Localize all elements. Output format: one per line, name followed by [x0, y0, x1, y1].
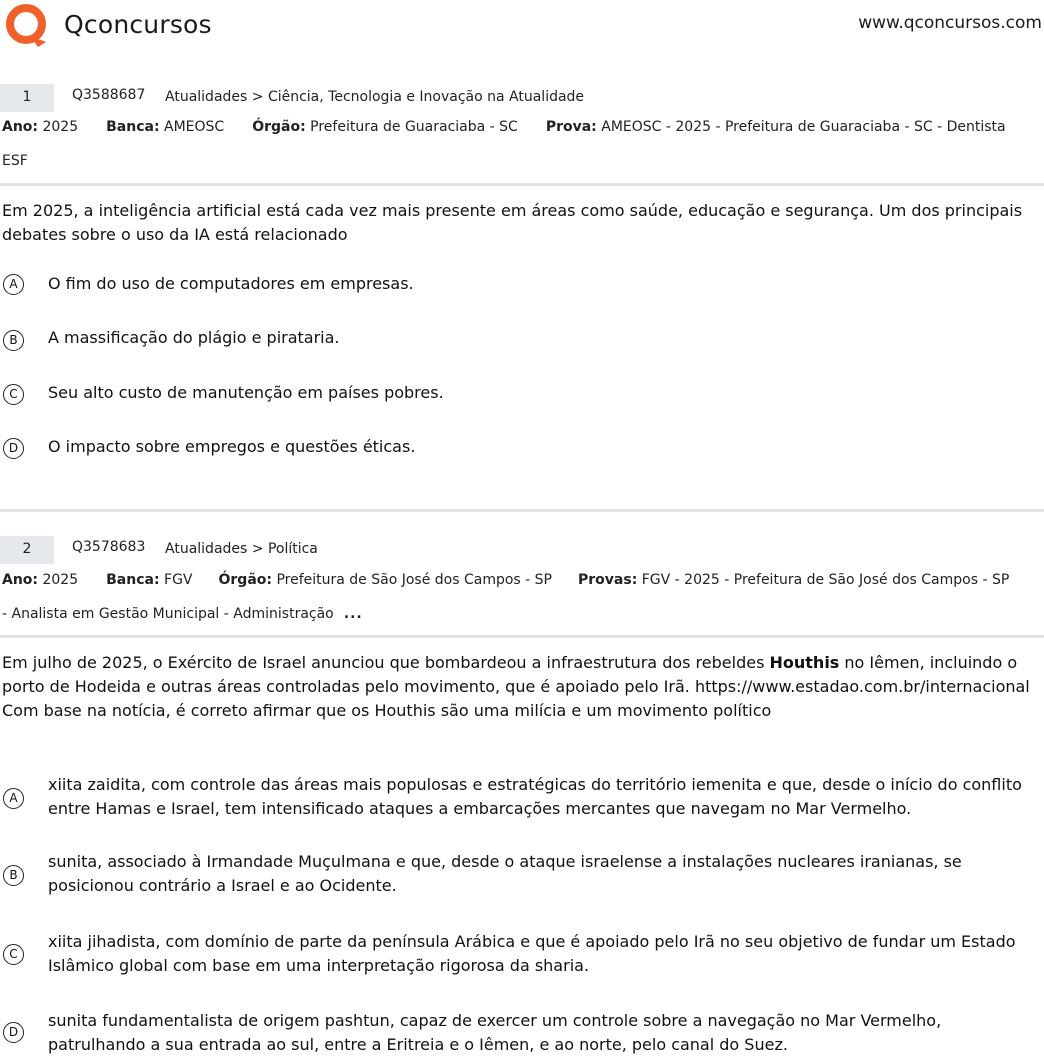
question-statement: Em 2025, a inteligência artificial está cada vez mais presente em áreas como saúde, educação e segurança. Um dos principais debates sobre o uso da IA está relacionado — [2, 201, 1023, 244]
banca-label: Banca: — [106, 119, 160, 135]
question-separator — [0, 509, 1044, 512]
question-id[interactable]: Q3578683 — [72, 539, 146, 555]
statement-text: no Iêmen, incluindo o porto de Hodeida e outras áreas controladas pelo movimento, que é apoiado pelo Irã. https://www.estadao.com.br/internacional Com base na notícia, é correto afirmar que os Houthis são uma milícia e um movimento político — [2, 653, 1030, 720]
question-number: 1 — [0, 84, 54, 112]
banca-value: FGV — [164, 572, 193, 588]
site-url[interactable]: www.qconcursos.com — [858, 13, 1042, 33]
option-text: Seu alto custo de manutenção em países pobres. — [48, 383, 444, 402]
statement-text: Em julho de 2025, o Exército de Israel anunciou que bombardeou a infraestrutura dos rebeldes — [2, 653, 770, 672]
prova-value: AMEOSC - 2025 - Prefeitura de Guaraciaba - SC - Dentista — [601, 119, 1006, 135]
option-letter-badge[interactable]: B — [3, 865, 24, 886]
question-statement — [2, 651, 1032, 723]
prova-label: Provas: — [578, 572, 638, 588]
option-letter-badge[interactable]: A — [3, 274, 24, 295]
prova-label: Prova: — [545, 119, 597, 135]
page-header — [0, 0, 1044, 56]
prova-value-continued: - Analista em Gestão Municipal - Administração — [2, 606, 334, 622]
option-text: A massificação do plágio e pirataria. — [48, 328, 340, 347]
orgao-label: Órgão: — [252, 119, 306, 135]
question-id[interactable]: Q3588687 — [72, 87, 146, 103]
divider — [0, 635, 1044, 638]
option-letter-badge[interactable]: A — [3, 788, 24, 809]
divider — [0, 183, 1044, 186]
statement-bold-term: Houthis — [769, 653, 840, 672]
prova-continued — [2, 606, 363, 622]
orgao-value: Prefeitura de Guaraciaba - SC — [310, 119, 518, 135]
option-text: O impacto sobre empregos e questões éticas. — [48, 437, 416, 456]
question-subject[interactable]: Atualidades > Política — [165, 541, 318, 557]
question-meta — [2, 572, 1009, 588]
qconcursos-logo-icon — [2, 2, 50, 50]
option-letter-badge[interactable]: D — [3, 438, 24, 459]
banca-value: AMEOSC — [164, 119, 225, 135]
option-letter-badge[interactable]: C — [3, 384, 24, 405]
option-letter-badge[interactable]: B — [3, 330, 24, 351]
prova-value: FGV - 2025 - Prefeitura de São José dos Campos - SP — [641, 572, 1010, 588]
ano-value: 2025 — [42, 119, 79, 135]
brand-name[interactable]: Qconcursos — [64, 10, 212, 39]
question-subject[interactable]: Atualidades > Ciência, Tecnologia e Inovação na Atualidade — [165, 89, 585, 105]
option-text: sunita, associado à Irmandade Muçulmana e que, desde o ataque israelense a instalações nucleares iranianas, se posicionou contrário a Israel e ao Ocidente. — [48, 852, 962, 895]
question-number: 2 — [0, 536, 54, 564]
option-text: xiita jihadista, com domínio de parte da península Arábica e que é apoiado pelo Irã no seu objetivo de fundar um Estado Islâmico global com base em uma interpretação rigorosa da sharia. — [48, 932, 1016, 975]
more-provas-button[interactable]: ... — [343, 606, 363, 622]
option-text: xiita zaidita, com controle das áreas mais populosas e estratégicas do território iemenita e que, desde o início do conflito entre Hamas e Israel, tem intensificado ataques a embarcações mercantes que navegam no Mar Vermelho. — [48, 775, 1022, 818]
option-text: sunita fundamentalista de origem pashtun, capaz de exercer um controle sobre a navegação no Mar Vermelho, patrulhando a sua entrada ao sul, entre a Eritreia e o Iêmen, e ao norte, pelo canal do Suez. — [48, 1011, 942, 1054]
question-header — [0, 536, 1044, 564]
question-meta — [2, 119, 1006, 135]
prova-continued: ESF — [2, 153, 28, 169]
banca-label: Banca: — [106, 572, 160, 588]
orgao-label: Órgão: — [218, 572, 272, 588]
ano-value: 2025 — [42, 572, 79, 588]
ano-label: Ano: — [2, 572, 39, 588]
option-letter-badge[interactable]: D — [3, 1022, 24, 1043]
question-header — [0, 84, 1044, 112]
option-letter-badge[interactable]: C — [3, 944, 24, 965]
ano-label: Ano: — [2, 119, 39, 135]
option-text: O fim do uso de computadores em empresas. — [48, 274, 414, 293]
orgao-value: Prefeitura de São José dos Campos - SP — [276, 572, 552, 588]
